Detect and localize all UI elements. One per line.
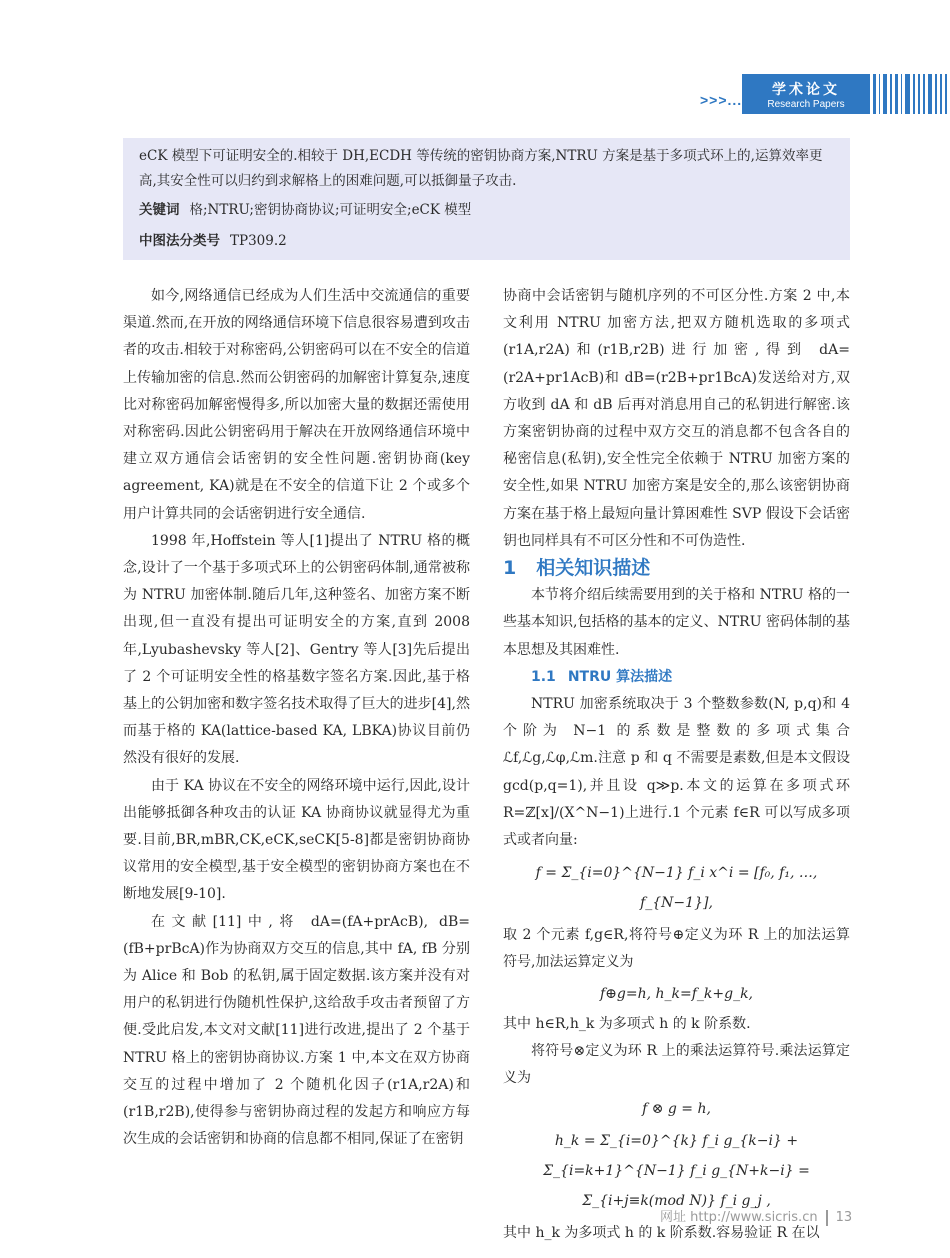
- footer-divider: [826, 1210, 828, 1226]
- classification-label: 中图法分类号: [139, 233, 220, 249]
- section-tab: [742, 74, 870, 114]
- subsection-heading: [503, 664, 850, 691]
- section-heading: [503, 555, 850, 582]
- paragraph: 由于 KA 协议在不安全的网络环境中运行,因此,设计出能够抵御各种攻击的认证 KA 协商协议就显得尤为重要.目前,BR,mBR,CK,eCK,seCK[5-8]都是密钥协商协议常用的安全模型,基于安全模型的密钥协商方案也在不断地发展[9-10].: [123, 777, 470, 903]
- section-tab-en: Research Papers: [767, 99, 845, 110]
- paragraph: 取 2 个元素 f,g∈R,将符号⊕定义为环 R 上的加法运算符号,加法运算定义为: [503, 927, 850, 971]
- section-tab-zh: 学术论文: [772, 82, 840, 98]
- abstract-box: [123, 138, 850, 260]
- paragraph: 将符号⊗定义为环 R 上的乘法运算符号.乘法运算定义为: [503, 1042, 850, 1087]
- classification-code: TP309.2: [230, 233, 287, 249]
- paragraph: 如今,网络通信已经成为人们生活中交流通信的重要渠道.然而,在开放的网络通信环境下信息很容易遭到攻击者的攻击.相较于对称密码,公钥密码可以在不安全的信道上传输加密的信息.然而公钥密码的加解密计算复杂,速度比对称密码加解密慢得多,所以加密大量的数据还需使用对称密码.因此公钥密码用于解决在开放网络通信环境中建立双方通信会话密钥的安全性问题.密钥协商(key agreement, KA)就是在不安全的信道下让 2 个或多个用户计算共同的会话密钥进行安全通信.: [123, 288, 470, 522]
- right-column: [503, 283, 850, 1247]
- equation: f = Σ_{i=0}^{N−1} f_i x^i = [f₀, f₁, …, f_{N−1}],: [535, 865, 818, 912]
- keywords-label: 关键词: [139, 202, 180, 218]
- paragraph: 其中 h∈R,h_k 为多项式 h 的 k 阶系数.: [503, 1015, 751, 1032]
- paragraph: 1998 年,Hoffstein 等人[1]提出了 NTRU 格的概念,设计了一个基于多项式环上的公钥密码体制,通常被称为 NTRU 加密体制.随后几年,这种签名、加密方案不断出现,但一直没有提出可证明安全的方案,直到 2008 年,Lyubashevsky 等人[2]、Gentry 等人[3]先后提出了 2 个可证明安全性的格基数字签名方案.因此,基于格基上的公钥加密和数字签名技术取得了巨大的进步[4],然而基于格的 KA(lattice-based KA, LBKA)协议目前仍然没有很好的发展.: [123, 532, 470, 767]
- left-column: [123, 283, 470, 1154]
- subsection-title: NTRU 算法描述: [567, 668, 673, 685]
- keywords-value: 格;NTRU;密钥协商协议;可证明安全;eCK 模型: [189, 202, 472, 218]
- footer-url: 网址 http://www.sicris.cn: [660, 1210, 818, 1225]
- section-number: 1: [503, 557, 517, 580]
- keywords-line: [139, 198, 834, 223]
- paragraph: 协商中会话密钥与随机序列的不可区分性.方案 2 中,本文利用 NTRU 加密方法,把双方随机选取的多项式(r1A,r2A)和(r1B,r2B)进行加密,得到 dA=(r2A+pr1AcB)和 dB=(r2B+pr1BcA)发送给对方,双方收到 dA 和 dB 后再对消息用自己的私钥进行解密.该方案密钥协商的过程中双方交互的消息都不包含各自的秘密信息(私钥),安全性完全依赖于 NTRU 加密方案的安全性,如果 NTRU 加密方案是安全的,那么该密钥协商方案在基于格上最短向量计算困难性 SVP 假设下会话密钥也同样具有不可区分性和不可伪造性.: [503, 288, 850, 549]
- page-footer: [660, 1206, 852, 1226]
- subsection-number: 1.1: [531, 668, 556, 685]
- equation: f⊕g=h, h_k=f_k+g_k,: [599, 985, 754, 1002]
- classification-line: [139, 229, 834, 254]
- equation: f ⊗ g = h,: [642, 1101, 711, 1118]
- paragraph: 在文献[11]中,将 dA=(fA+prAcB), dB=(fB+prBcA)作为协商双方交互的信息,其中 fA, fB 分别为 Alice 和 Bob 的私钥,属于固定数据.该方案并没有对用户的私钥进行伪随机性保护,这给敌手攻击者预留了方便.受此启发,本文对文献[11]进行改进,提出了 2 个基于 NTRU 格上的密钥协商协议.方案 1 中,本文在双方协商交互的过程中增加了 2 个随机化因子(r1A,r2A)和(r1B,r2B),使得参与密钥协商过程的发起方和响应方每次生成的会话密钥和协商的信息都不相同,保证了在密钥: [123, 913, 470, 1148]
- header-stripes: [873, 74, 950, 114]
- paragraph: NTRU 加密系统取决于 3 个整数参数(N, p,q)和 4 个阶为 N−1 的系数是整数的多项式集合 ℒf,ℒg,ℒφ,ℒm.注意 p 和 q 不需要是素数,但是本文假设 gcd(p,q=1),并且设 q≫p.本文的运算在多项式环 R=ℤ[x]/(X^N−1)上进行.1 个元素 f∈R 可以写成多项式或者向量:: [503, 696, 850, 849]
- page-number: 13: [835, 1210, 853, 1225]
- paragraph: 本节将介绍后续需要用到的关于格和 NTRU 格的一些基本知识,包括格的基本的定义、NTRU 密码体制的基本思想及其困难性.: [503, 587, 850, 658]
- abstract-text: eCK 模型下可证明安全的.相较于 DH,ECDH 等传统的密钥协商方案,NTRU 方案是基于多项式环上的,运算效率更高,其安全性可以归约到求解格上的困难问题,可以抵御量子攻击.: [139, 148, 823, 189]
- section-title: 相关知识描述: [536, 557, 651, 580]
- header-arrows: >>>...: [700, 92, 743, 108]
- paragraph: 其中 h_k 为多项式 h 的 k 阶系数.容易验证 R 在以: [503, 1225, 820, 1242]
- equation: h_k = Σ_{i=0}^{k} f_i g_{k−i} + Σ_{i=k+1}^{N−1} f_i g_{N+k−i} = Σ_{i+j≡k(mod N)} f_i g_j ,: [543, 1133, 810, 1210]
